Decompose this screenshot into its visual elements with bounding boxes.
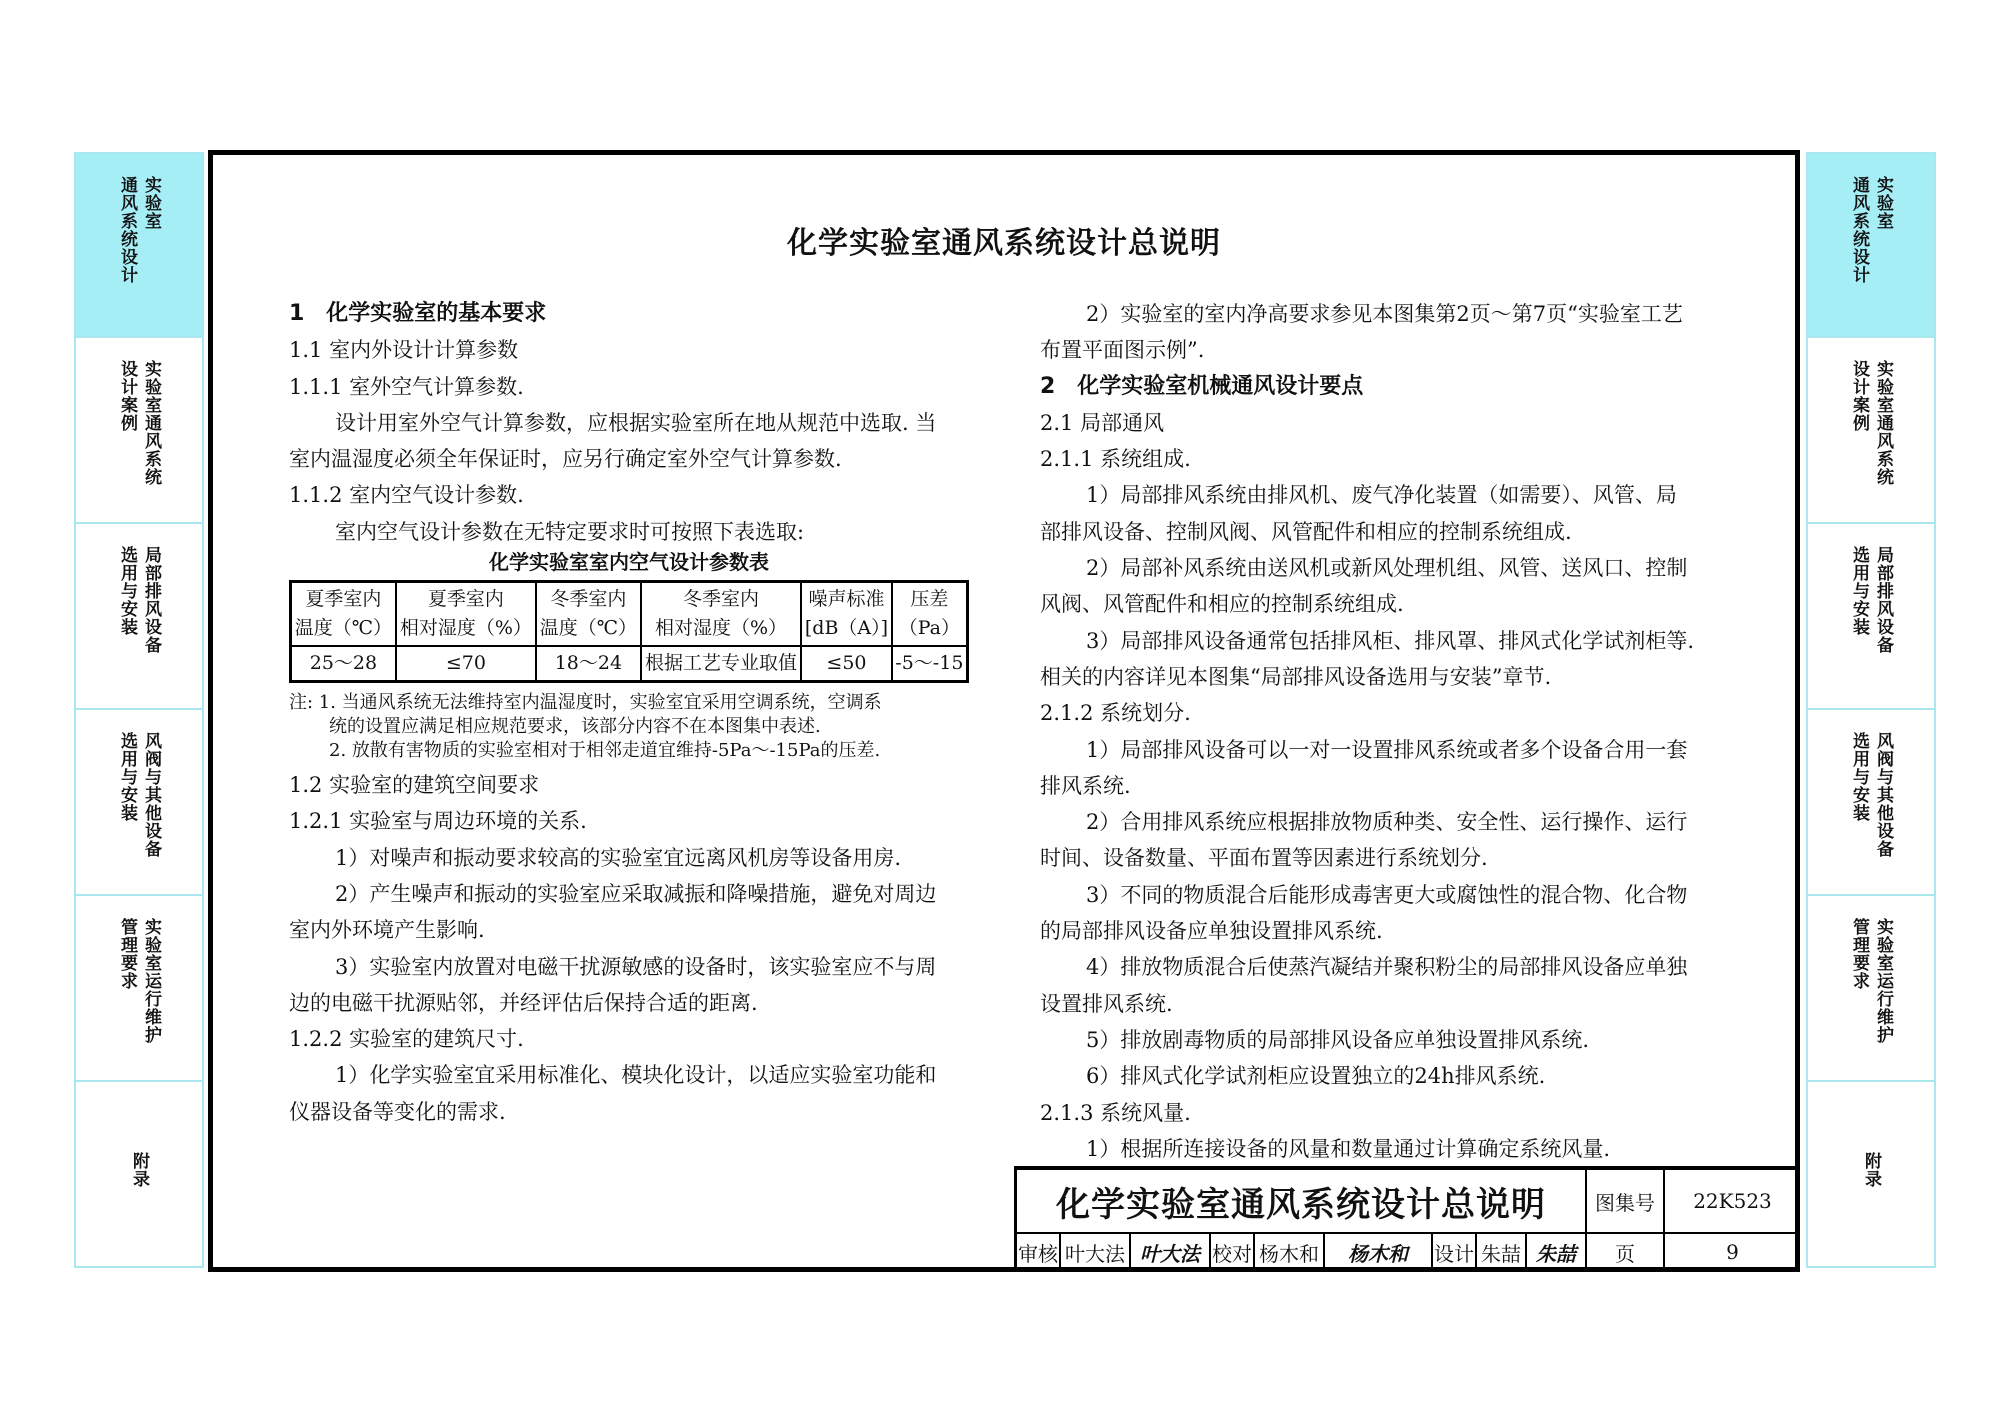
table-row xyxy=(291,646,968,682)
sidebar-tab-appendix[interactable] xyxy=(74,1082,204,1268)
page-title: 化学实验室通风系统设计总说明 xyxy=(787,226,1221,261)
sidebar-tab-ventilation-design[interactable] xyxy=(1806,152,1936,338)
tab-label: 实验室运行维护 xyxy=(141,918,161,1044)
section-heading: 1 化学实验室的基本要求 xyxy=(289,301,547,326)
tab-label: 设计案例 xyxy=(1849,360,1869,432)
list-item: 时间、设备数量、平面布置等因素进行系统划分. xyxy=(1040,846,1488,871)
list-item: 3）实验室内放置对电磁干扰源敏感的设备时，该实验室应不与周 xyxy=(335,954,937,979)
list-item: 3）不同的物质混合后能形成毒害更大或腐蚀性的混合物、化合物 xyxy=(1086,882,1688,907)
tab-label: 风阀与其他设备 xyxy=(1873,732,1893,858)
tab-label: 附录 xyxy=(129,1152,149,1188)
list-item: 设置排风系统. xyxy=(1040,991,1173,1016)
table-cell: -5～-15 xyxy=(892,646,968,682)
table-cell: 25～28 xyxy=(291,646,396,682)
subsection-heading: 1.1 室内外设计计算参数 xyxy=(289,338,519,363)
page-label: 页 xyxy=(1587,1232,1665,1272)
tab-label: 选用与安装 xyxy=(1849,546,1869,636)
subsection-heading: 2.1 局部通风 xyxy=(1040,410,1165,435)
tab-label: 选用与安装 xyxy=(117,546,137,636)
designer-name: 朱喆 xyxy=(1477,1232,1527,1272)
tab-label: 局部排风设备 xyxy=(141,546,161,654)
paragraph-line: 室内空气设计参数在无特定要求时可按照下表选取: xyxy=(335,519,805,544)
tab-label: 选用与安装 xyxy=(1849,732,1869,822)
subsection-heading: 1.2.1 实验室与周边环境的关系. xyxy=(289,809,587,834)
list-item: 3）局部排风设备通常包括排风柜、排风罩、排风式化学试剂柜等. xyxy=(1086,628,1695,653)
sidebar-tab-maintenance[interactable] xyxy=(1806,896,1936,1082)
check-label: 校对 xyxy=(1211,1232,1255,1272)
review-label: 审核 xyxy=(1017,1232,1061,1272)
paragraph-line: 设计用室外空气计算参数，应根据实验室所在地从规范中选取. 当 xyxy=(335,410,937,435)
sidebar-tab-design-cases[interactable] xyxy=(1806,338,1936,524)
tab-label: 通风系统设计 xyxy=(1849,176,1869,284)
tab-label: 风阀与其他设备 xyxy=(141,732,161,858)
paragraph-line: 室内温湿度必须全年保证时，应另行确定室外空气计算参数. xyxy=(289,447,842,472)
checker-signature: 杨木和 xyxy=(1325,1232,1433,1272)
table-cell: ≤70 xyxy=(396,646,536,682)
design-label: 设计 xyxy=(1433,1232,1477,1272)
table-header-cell: 夏季室内 温度（℃） xyxy=(291,582,396,647)
list-item: 风阀、风管配件和相应的控制系统组成. xyxy=(1040,592,1404,617)
designer-signature: 朱喆 xyxy=(1527,1232,1587,1272)
title-block-row xyxy=(1017,1170,1800,1234)
list-item: 1）根据所连接设备的风量和数量通过计算确定系统风量. xyxy=(1086,1136,1611,1161)
table-header-cell: 压差 （Pa） xyxy=(892,582,968,647)
table-header-cell: 夏季室内 相对湿度（%） xyxy=(396,582,536,647)
table-header-row xyxy=(291,582,968,647)
note-line: 2. 放散有害物质的实验室相对于相邻走道宜维持-5Pa～-15Pa的压差. xyxy=(329,740,881,762)
tab-label: 通风系统设计 xyxy=(117,176,137,284)
tab-label: 实验室运行维护 xyxy=(1873,918,1893,1044)
tab-label: 实验室通风系统 xyxy=(141,360,161,486)
list-item: 的局部排风设备应单独设置排风系统. xyxy=(1040,919,1383,944)
list-item: 排风系统. xyxy=(1040,773,1131,798)
sidebar-tab-local-exhaust[interactable] xyxy=(1806,524,1936,710)
reviewer-signature: 叶大法 xyxy=(1131,1232,1211,1272)
list-item: 1）局部排风设备可以一对一设置排风系统或者多个设备合用一套 xyxy=(1086,737,1688,762)
left-sidebar xyxy=(74,152,204,1270)
table-cell: ≤50 xyxy=(801,646,892,682)
list-item: 2）合用排风系统应根据排放物质种类、安全性、运行操作、运行 xyxy=(1086,810,1688,835)
table-header-cell: 冬季室内 相对湿度（%） xyxy=(641,582,801,647)
atlas-label: 图集号 xyxy=(1587,1170,1665,1232)
list-item: 1）局部排风系统由排风机、废气净化装置（如需要）、风管、局 xyxy=(1086,483,1677,508)
table-header-cell: 冬季室内 温度（℃） xyxy=(536,582,641,647)
list-item: 6）排风式化学试剂柜应设置独立的24h排风系统. xyxy=(1086,1064,1546,1089)
table-cell: 根据工艺专业取值 xyxy=(641,646,801,682)
subsection-heading: 1.2.2 实验室的建筑尺寸. xyxy=(289,1027,524,1052)
list-item: 2）产生噪声和振动的实验室应采取减振和降噪措施，避免对周边 xyxy=(335,881,937,906)
table-header-cell: 噪声标准 [dB（A）] xyxy=(801,582,892,647)
right-column xyxy=(1040,296,1730,1167)
list-item: 4）排放物质混合后使蒸汽凝结并聚积粉尘的局部排风设备应单独 xyxy=(1086,955,1688,980)
tab-label: 实验室通风系统 xyxy=(1873,360,1893,486)
tab-label: 附录 xyxy=(1861,1152,1881,1188)
sidebar-tab-local-exhaust[interactable] xyxy=(74,524,204,710)
list-item: 仪器设备等变化的需求. xyxy=(289,1099,506,1124)
parameter-table xyxy=(289,580,969,683)
page-number: 9 xyxy=(1726,1240,1739,1264)
title-block xyxy=(1014,1166,1800,1272)
list-item: 布置平面图示例”. xyxy=(1040,338,1205,363)
tab-label: 实验室 xyxy=(141,176,161,230)
sidebar-tab-design-cases[interactable] xyxy=(74,338,204,524)
list-item: 相关的内容详见本图集“局部排风设备选用与安装”章节. xyxy=(1040,664,1552,689)
list-item: 2）局部补风系统由送风机或新风处理机组、风管、送风口、控制 xyxy=(1086,556,1688,581)
list-item: 2）实验室的室内净高要求参见本图集第2页～第7页“实验室工艺 xyxy=(1086,302,1683,326)
table-cell: 18～24 xyxy=(536,646,641,682)
sidebar-tab-dampers[interactable] xyxy=(1806,710,1936,896)
reviewer-name: 叶大法 xyxy=(1061,1232,1131,1272)
list-item: 5）排放剧毒物质的局部排风设备应单独设置排风系统. xyxy=(1086,1027,1590,1052)
tab-label: 管理要求 xyxy=(1849,918,1869,990)
subsection-heading: 2.1.2 系统划分. xyxy=(1040,701,1191,726)
checker-name: 杨木和 xyxy=(1255,1232,1325,1272)
tab-label: 设计案例 xyxy=(117,360,137,432)
subsection-heading: 1.2 实验室的建筑空间要求 xyxy=(289,773,540,798)
tab-label: 管理要求 xyxy=(117,918,137,990)
subsection-heading: 2.1.3 系统风量. xyxy=(1040,1100,1191,1125)
tab-label: 实验室 xyxy=(1873,176,1893,230)
sidebar-tab-maintenance[interactable] xyxy=(74,896,204,1082)
left-column xyxy=(289,296,969,1130)
table-notes xyxy=(289,691,969,763)
subsection-heading: 1.1.2 室内空气设计参数. xyxy=(289,483,524,508)
title-block-title: 化学实验室通风系统设计总说明 xyxy=(1017,1170,1587,1232)
list-item: 边的电磁干扰源贴邻，并经评估后保持合适的距离. xyxy=(289,990,758,1015)
title-block-row xyxy=(1017,1232,1800,1272)
section-heading: 2 化学实验室机械通风设计要点 xyxy=(1040,373,1364,399)
tab-label: 选用与安装 xyxy=(117,732,137,822)
sidebar-tab-appendix[interactable] xyxy=(1806,1082,1936,1268)
list-item: 室内外环境产生影响. xyxy=(289,918,485,943)
list-item: 1）对噪声和振动要求较高的实验室宜远离风机房等设备用房. xyxy=(335,845,902,870)
right-sidebar xyxy=(1806,152,1936,1270)
note-line: 统的设置应满足相应规范要求，该部分内容不在本图集中表述. xyxy=(329,716,821,738)
tab-label: 局部排风设备 xyxy=(1873,546,1893,654)
atlas-number: 22K523 xyxy=(1693,1189,1772,1213)
list-item: 1）化学实验室宜采用标准化、模块化设计，以适应实验室功能和 xyxy=(335,1063,937,1088)
note-line: 注: 1. 当通风系统无法维持室内温湿度时，实验室宜采用空调系统，空调系 xyxy=(289,692,882,714)
sidebar-tab-dampers[interactable] xyxy=(74,710,204,896)
subsection-heading: 2.1.1 系统组成. xyxy=(1040,447,1191,472)
list-item: 部排风设备、控制风阀、风管配件和相应的控制系统组成. xyxy=(1040,519,1572,544)
subsection-heading: 1.1.1 室外空气计算参数. xyxy=(289,374,524,399)
table-title: 化学实验室室内空气设计参数表 xyxy=(489,550,769,575)
sidebar-tab-ventilation-design[interactable] xyxy=(74,152,204,338)
